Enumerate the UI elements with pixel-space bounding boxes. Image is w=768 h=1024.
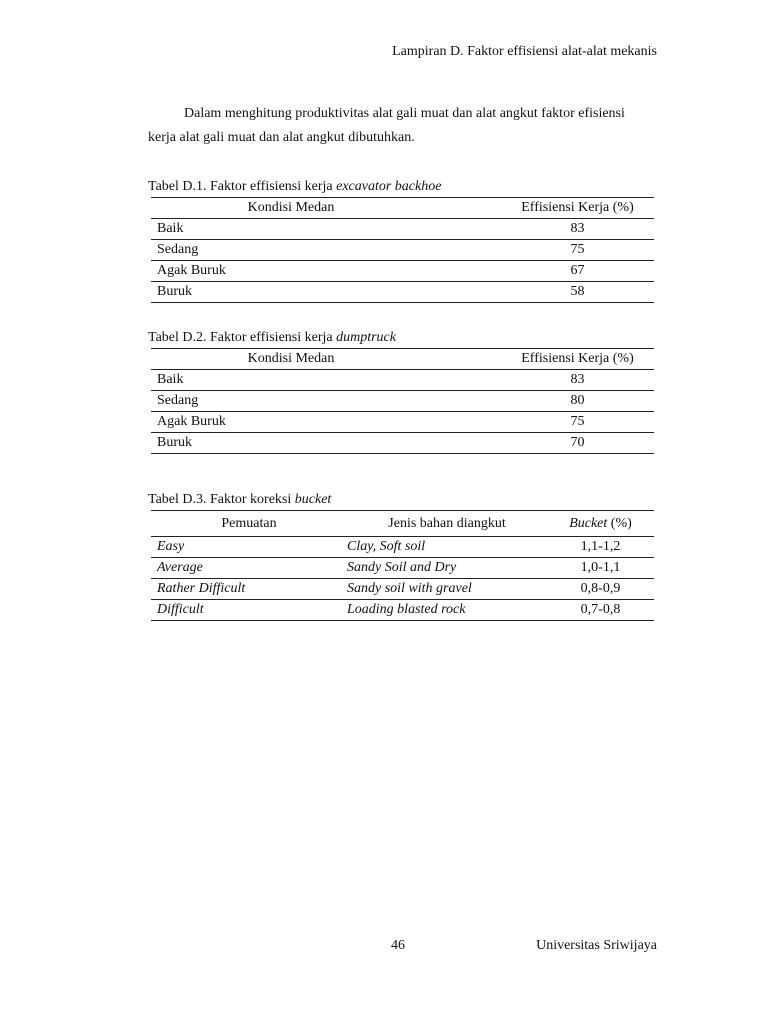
table1 [151, 197, 654, 303]
column-header: Jenis bahan diangkut [347, 511, 547, 537]
footer-university: Universitas Sriwijaya [536, 938, 657, 953]
table3-caption-text: Tabel D.3. Faktor koreksi [148, 492, 295, 507]
table-cell: Sandy soil with gravel [347, 579, 547, 600]
table-row [151, 600, 654, 621]
table-cell: Sedang [151, 239, 431, 260]
table-row [151, 537, 654, 558]
column-header [547, 511, 654, 537]
table-row [151, 432, 654, 453]
column-header: Kondisi Medan [151, 349, 431, 370]
table-row [151, 390, 654, 411]
table-cell: Rather Difficult [151, 579, 347, 600]
table-cell: Buruk [151, 432, 431, 453]
table-cell: Baik [151, 369, 431, 390]
table-cell: Sandy Soil and Dry [347, 558, 547, 579]
table-cell: 75 [431, 239, 654, 260]
running-header: Lampiran D. Faktor effisiensi alat-alat mekanis [392, 44, 657, 59]
table-cell: 75 [431, 411, 654, 432]
table3 [151, 510, 654, 621]
table3-caption [148, 492, 331, 508]
table3-caption-italic: bucket [294, 492, 332, 507]
column-header-unit: (%) [607, 516, 632, 531]
table-row [151, 281, 654, 302]
table-header-row [151, 349, 654, 370]
table-cell: 58 [431, 281, 654, 302]
table-cell: Clay, Soft soil [347, 537, 547, 558]
table-cell: Easy [151, 537, 347, 558]
table-row [151, 369, 654, 390]
table-cell: 1,1-1,2 [547, 537, 654, 558]
table-cell: 0,7-0,8 [547, 600, 654, 621]
table1-caption-text: Tabel D.1. Faktor effisiensi kerja [148, 179, 337, 194]
column-header: Effisiensi Kerja (%) [431, 349, 654, 370]
table-cell: 67 [431, 260, 654, 281]
table-row [151, 239, 654, 260]
table2-caption [148, 330, 396, 346]
column-header: Effisiensi Kerja (%) [431, 198, 654, 219]
table-cell: Agak Buruk [151, 411, 431, 432]
table-cell: Agak Buruk [151, 260, 431, 281]
page-number: 46 [391, 938, 405, 953]
table-header-row [151, 511, 654, 537]
intro-paragraph [148, 102, 628, 150]
table-cell: Sedang [151, 390, 431, 411]
table-header-row [151, 198, 654, 219]
column-header: Kondisi Medan [151, 198, 431, 219]
column-header: Pemuatan [151, 511, 347, 537]
table2-caption-text: Tabel D.2. Faktor effisiensi kerja [148, 330, 337, 345]
table2-caption-italic: dumptruck [336, 330, 396, 345]
table-row [151, 411, 654, 432]
table-row [151, 579, 654, 600]
intro-text: Dalam menghitung produktivitas alat gali muat dan alat angkut faktor efisiensi kerja alat gali muat dan alat angkut dibutuhkan. [148, 106, 625, 145]
table-cell: 70 [431, 432, 654, 453]
table-cell: Loading blasted rock [347, 600, 547, 621]
table-row [151, 218, 654, 239]
table-cell: Difficult [151, 600, 347, 621]
table1-caption [148, 179, 441, 195]
table-cell: 83 [431, 369, 654, 390]
table-cell: Average [151, 558, 347, 579]
table2 [151, 348, 654, 454]
table-cell: 1,0-1,1 [547, 558, 654, 579]
table-cell: 80 [431, 390, 654, 411]
table-cell: Buruk [151, 281, 431, 302]
table-row [151, 260, 654, 281]
table1-caption-italic: excavator backhoe [336, 179, 442, 194]
table-row [151, 558, 654, 579]
table-cell: 83 [431, 218, 654, 239]
column-header-italic: Bucket [569, 516, 608, 531]
table-cell: 0,8-0,9 [547, 579, 654, 600]
table-cell: Baik [151, 218, 431, 239]
